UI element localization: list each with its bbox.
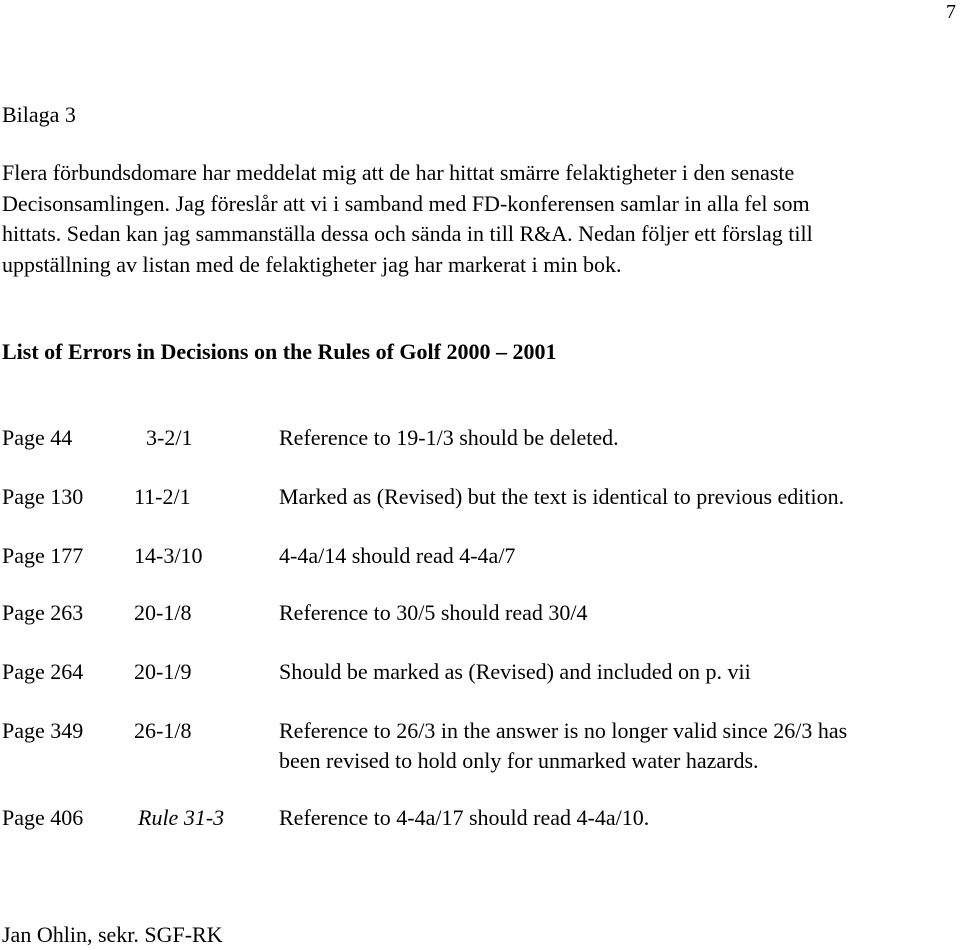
error-description xyxy=(279,541,515,571)
intro-line: Decisonsamlingen. Jag föreslår att vi i samband med FD-konferensen samlar in alla fel som xyxy=(2,190,810,216)
error-description-line: Reference to 4-4a/17 should read 4-4a/10. xyxy=(279,805,650,830)
error-description xyxy=(279,803,649,833)
error-description-line: Reference to 30/5 should read 30/4 xyxy=(279,600,588,625)
list-title: List of Errors in Decisions on the Rules of Golf 2000 – 2001 xyxy=(2,339,557,364)
intro-line: uppställning av listan med de felaktigheter jag har markerat i min bok. xyxy=(2,251,622,277)
signature: Jan Ohlin, sekr. SGF-RK xyxy=(2,922,223,947)
error-page: Page 130 xyxy=(2,484,84,509)
error-description-line: Reference to 19-1/3 should be deleted. xyxy=(279,425,619,450)
error-page: Page 263 xyxy=(2,600,84,625)
error-page: Page 264 xyxy=(2,659,84,684)
error-description-line: Marked as (Revised) but the text is identical to previous edition. xyxy=(279,484,845,509)
error-reference: 20-1/9 xyxy=(134,659,192,684)
error-description-line: 4-4a/14 should read 4-4a/7 xyxy=(279,543,516,568)
intro-paragraph xyxy=(2,158,958,280)
error-reference: 11-2/1 xyxy=(134,484,191,509)
appendix-heading: Bilaga 3 xyxy=(2,102,76,127)
error-description-line: Should be marked as (Revised) and included on p. vii xyxy=(279,659,751,684)
intro-line: Flera förbundsdomare har meddelat mig att de har hittat smärre felaktigheter i den senaste xyxy=(2,160,795,185)
error-description-line: been revised to hold only for unmarked water hazards. xyxy=(279,748,759,773)
error-description xyxy=(279,423,619,453)
page-number: 7 xyxy=(946,1,956,23)
error-description xyxy=(279,657,751,687)
error-description xyxy=(279,716,847,776)
error-description xyxy=(279,598,588,628)
error-description xyxy=(279,482,844,512)
error-reference: Rule 31-3 xyxy=(138,805,225,830)
intro-line: hittats. Sedan kan jag sammanställa dessa och sända in till R&A. Nedan följer ett förslag till xyxy=(2,221,813,246)
error-reference: 3-2/1 xyxy=(146,425,193,450)
error-page: Page 177 xyxy=(2,543,84,568)
error-page: Page 406 xyxy=(2,805,84,830)
error-page: Page 44 xyxy=(2,425,73,450)
error-reference: 14-3/10 xyxy=(134,543,203,568)
error-page: Page 349 xyxy=(2,718,84,743)
error-reference: 26-1/8 xyxy=(134,718,192,743)
error-description-line: Reference to 26/3 in the answer is no longer valid since 26/3 has xyxy=(279,718,848,743)
error-reference: 20-1/8 xyxy=(134,600,192,625)
